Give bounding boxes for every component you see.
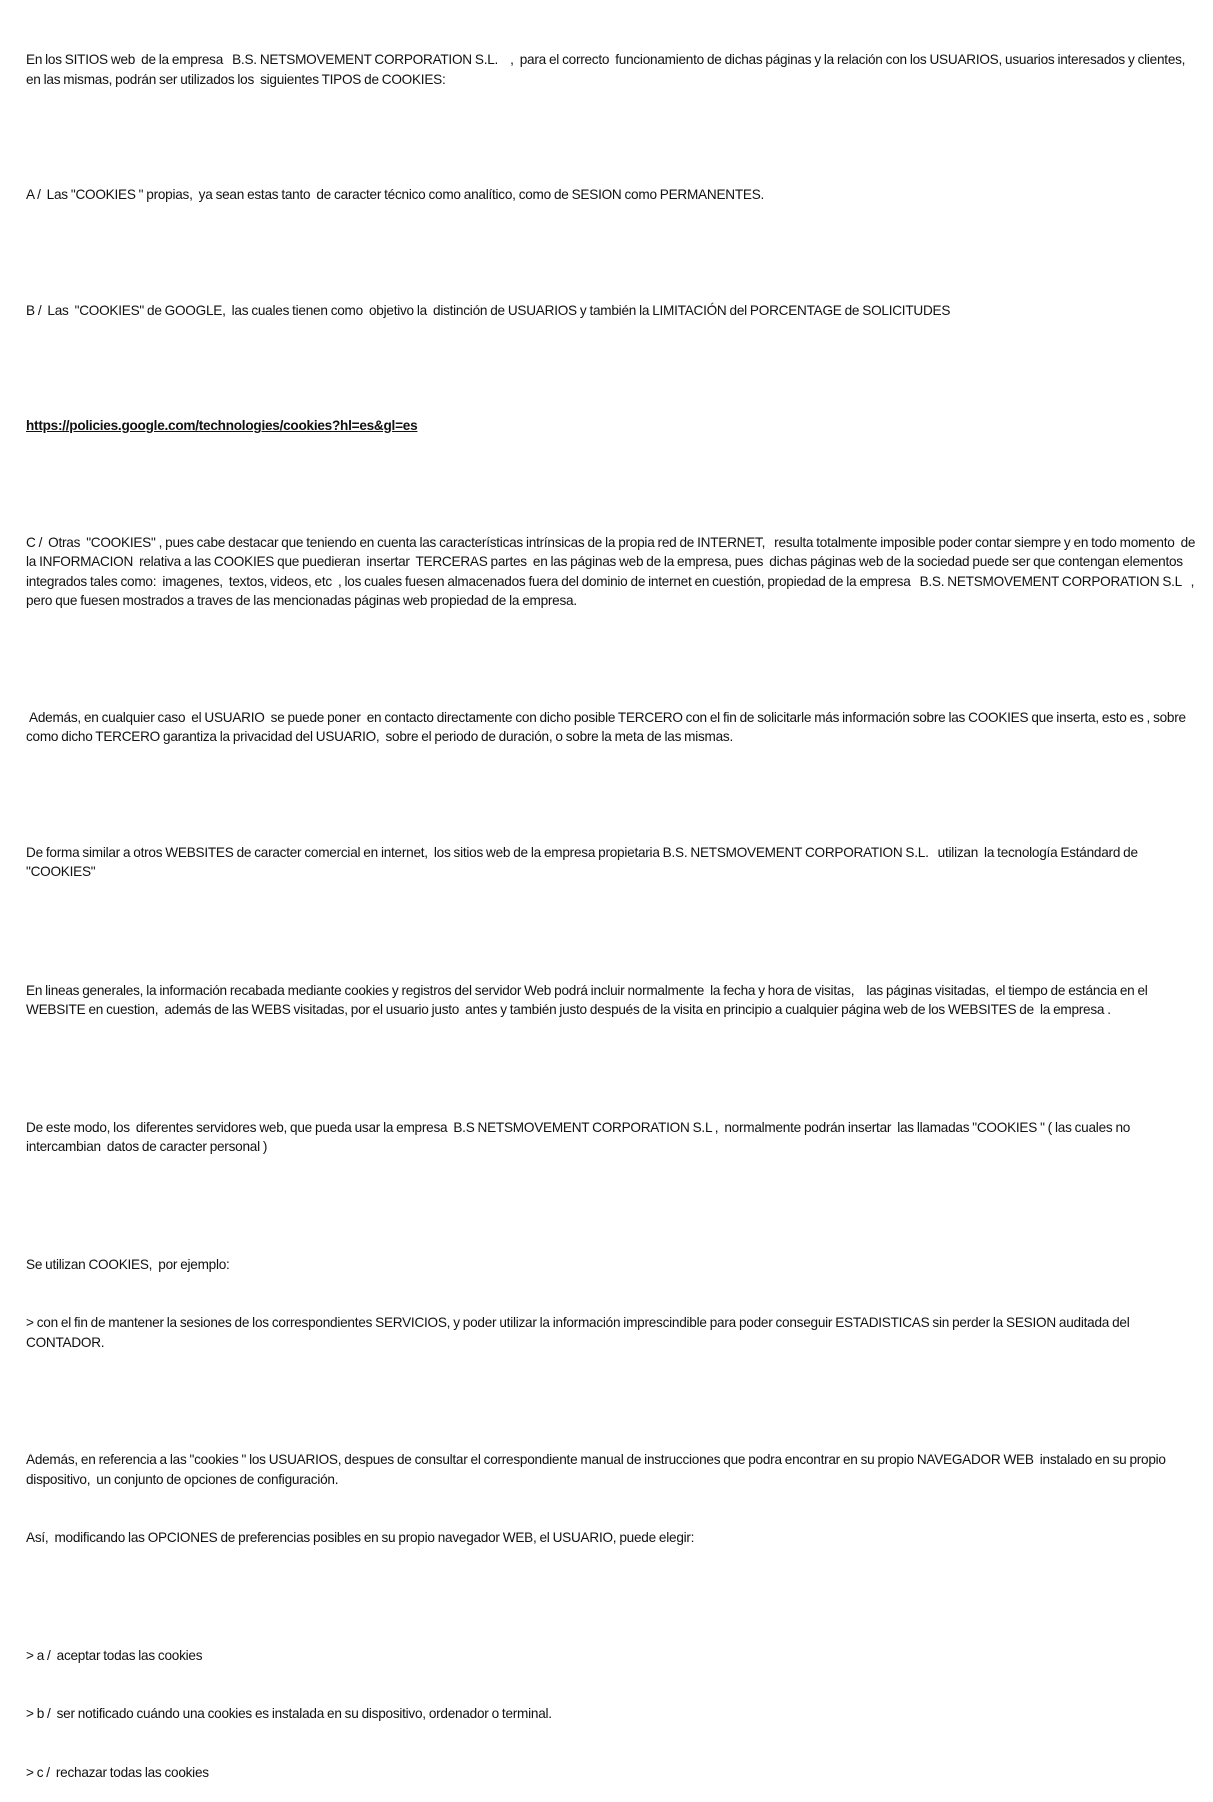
otras-cookies-paragraph: C / Otras "COOKIES" , pues cabe destacar que teniendo en cuenta las características intrínsicas de la propia red de INTERNET, resulta totalmente imposible poder contar siempre y en todo momento de la INFORMACION relativa a las COOKIES que puedieran insertar TERCERAS partes en las páginas web de la empresa, pues dichas páginas web de la sociedad puede ser que contengan elementos integrados tales como: imagenes, textos, videos, etc , los cuales fuesen almacenados fuera del dominio de internet en cuestión, propiedad de la empresa B.S. NETSMOVEMENT CORPORATION S.L , pero que fuesen mostrados a traves de las mencionadas páginas web propiedad de la empresa. [26,534,1199,608]
servidores-web-paragraph: De este modo, los diferentes servidores web, que pueda usar la empresa B.S NETSMOVEMENT CORPORATION S.L , normalmente podrán insertar las llamadas "COOKIES " ( las cuales no intercambian datos de caracter personal ) [26,1119,1134,1154]
cookie-policy-document [26,11,1201,1802]
intro-paragraph: En los SITIOS web de la empresa B.S. NETSMOVEMENT CORPORATION S.L. , para el correcto funcionamiento de dichas páginas y la relación con los USUARIOS, usuarios interesados y clientes, en las mismas, podrán ser utilizados los siguientes TIPOS de COOKIES: [26,52,1192,87]
cookies-google-paragraph: B / Las "COOKIES" de GOOGLE, las cuales tienen como objetivo la distinción de USUARIOS y también la LIMITACIÓN del PORCENTAGE de SOLICITUDES [26,302,951,318]
cookies-propias-paragraph: A / Las "COOKIES " propias, ya sean estas tanto de caracter técnico como analítico, como de SESION como PERMANENTES. [26,187,765,202]
uso-cookies-heading: Se utilizan COOKIES, por ejemplo: [26,1256,230,1272]
tecnologia-cookies-paragraph: De forma similar a otros WEBSITES de caracter comercial en internet, los sitios web de la empresa propietaria B.S. NETSMOVEMENT CORPORATION S.L. utilizan la tecnología Estándard de "COOKIES" [26,844,1141,879]
option-accept-all: > a / aceptar todas las cookies [26,1647,203,1663]
option-reject-all: > c / rechazar todas las cookies [26,1764,209,1780]
google-cookies-policy-link[interactable]: https://policies.google.com/technologies/cookies?hl=es&gl=es [26,418,418,433]
configuracion-navegador-paragraph: Además, en referencia a las "cookies " los USUARIOS, despues de consultar el correspondiente manual de instrucciones que podra encontrar en su propio NAVEGADOR WEB instalado en su propio dispositivo, un conjunto de opciones de configuración. [26,1452,1169,1487]
uso-cookies-item: > con el fin de mantener la sesiones de los correspondientes SERVICIOS, y poder utilizar la información imprescindible para poder conseguir ESTADISTICAS sin perder la SESION auditada del CONTADOR. [26,1315,1133,1350]
opciones-preferencias-paragraph: Así, modificando las OPCIONES de preferencias posibles en su propio navegador WEB, el USUARIO, puede elegir: [26,1530,695,1545]
informacion-recabada-paragraph: En lineas generales, la información recabada mediante cookies y registros del servidor Web podrá incluir normalmente la fecha y hora de visitas, las páginas visitadas, el tiempo de estáncia en el WEBSITE en cuestion, además de las WEBS visitadas, por el usuario justo antes y también justo después de la visita en principio a cualquier página web de los WEBSITES de la empresa . [26,982,1151,1017]
option-notify: > b / ser notificado cuándo una cookies es instalada en su dispositivo, ordenador o terminal. [26,1706,552,1721]
contacto-tercero-paragraph: Además, en cualquier caso el USUARIO se puede poner en contacto directamente con dicho posible TERCERO con el fin de solicitarle más información sobre las COOKIES que inserta, esto es , sobre como dicho TERCERO garantiza la privacidad del USUARIO, sobre el periodo de duración, o sobre la meta de las mismas. [26,709,1189,744]
